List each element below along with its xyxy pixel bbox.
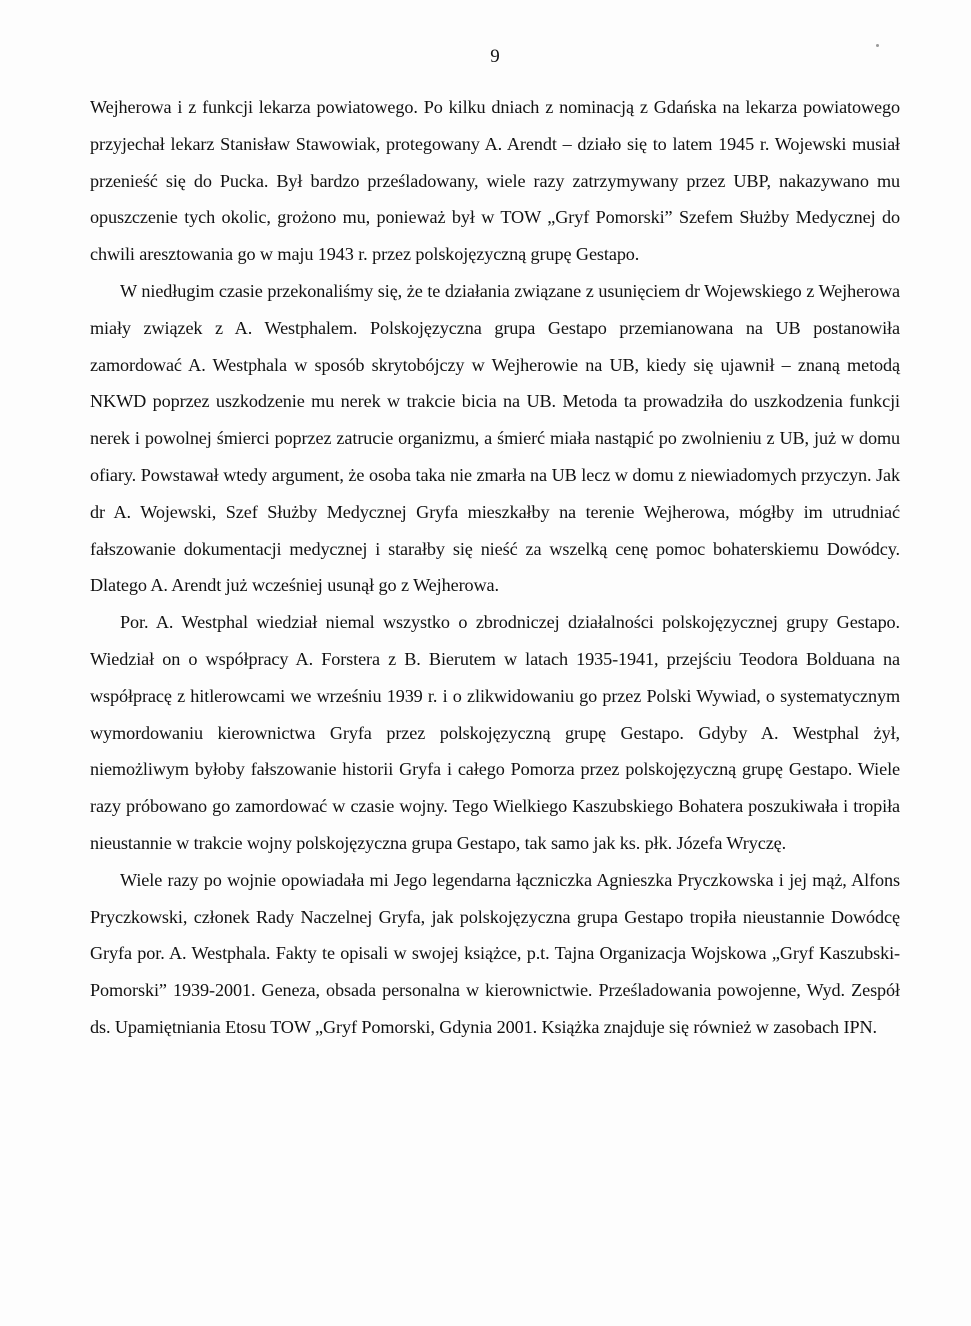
paragraph-1: Wejherowa i z funkcji lekarza powiatowego. Po kilku dniach z nominacją z Gdańska na lekarza powiatowego przyjechał lekarz Stanisław Stawowiak, protegowany A. Arendt – działo się to latem 1945 r. Wojewski musiał przenieść się do Pucka. Był bardzo prześladowany, wiele razy zatrzymywany przez UBP, nakazywano mu opuszczenie tych okolic, grożono mu, ponieważ był w TOW „Gryf Pomorski” Szefem Służby Medycznej do chwili aresztowania go w maju 1943 r. przez polskojęzyczną grupę Gestapo. — [90, 97, 900, 265]
document-body — [90, 89, 900, 1046]
paragraph-4: Wiele razy po wojnie opowiadała mi Jego legendarna łączniczka Agnieszka Pryczkowska i jej mąż, Alfons Pryczkowski, członek Rady Naczelnej Gryfa, jak polskojęzyczna grupa Gestapo tropiła nieustannie Dowódcę Gryfa por. A. Westphala. Fakty te opisali w swojej książce, p.t. Tajna Organizacja Wojskowa „Gryf Kaszubski-Pomorski” 1939-2001. Geneza, obsada personalna w kierownictwie. Prześladowania powojenne, Wyd. Zespół ds. Upamiętniania Etosu TOW „Gryf Pomorski, Gdynia 2001. Książka znajduje się również w zasobach IPN. — [90, 869, 900, 1037]
page-number: 9 — [490, 46, 500, 67]
paragraph-3: Por. A. Westphal wiedział niemal wszystko o zbrodniczej działalności polskojęzycznej grupy Gestapo. Wiedział on o współpracy A. Forstera z B. Bierutem w latach 1935-1941, przejściu Teodora Bolduana na współpracę z hitlerowcami we wrześniu 1939 r. i o zlikwidowaniu go przez Polski Wywiad, o systematycznym wymordowaniu kierownictwa Gryfa przez polskojęzyczną grupę Gestapo. Gdyby A. Westphal żył, niemożliwym byłoby fałszowanie historii Gryfa i całego Pomorza przez polskojęzyczną grupę Gestapo. Wiele razy próbowano go zamordować w czasie wojny. Tego Wielkiego Kaszubskiego Bohatera poszukiwała i tropiła nieustannie w trakcie wojny polskojęzyczna grupa Gestapo, tak samo jak ks. płk. Józefa Wryczę. — [90, 612, 900, 853]
scan-speck — [876, 44, 879, 47]
paragraph-2: W niedługim czasie przekonaliśmy się, że te działania związane z usunięciem dr Wojewskiego z Wejherowa miały związek z A. Westphalem. Polskojęzyczna grupa Gestapo przemianowana na UB postanowiła zamordować A. Westphala w sposób skrytobójczy w Wejherowie na UB, kiedy się ujawnił – znaną metodą NKWD poprzez uszkodzenie mu nerek w trakcie bicia na UB. Metoda ta prowadziła do uszkodzenia funkcji nerek i powolnej śmierci poprzez zatrucie organizmu, a śmierć miała nastąpić po zwolnieniu z UB, już w domu ofiary. Powstawał wtedy argument, że osoba taka nie zmarła na UB lecz w domu z niewiadomych przyczyn. Jak dr A. Wojewski, Szef Służby Medycznej Gryfa mieszkałby na terenie Wejherowa, mógłby im utrudniać fałszowanie dokumentacji medycznej i starałby się nieść za wszelką cenę pomoc bohaterskiemu Dowódcy. Dlatego A. Arendt już wcześniej usunął go z Wejherowa. — [90, 280, 900, 596]
